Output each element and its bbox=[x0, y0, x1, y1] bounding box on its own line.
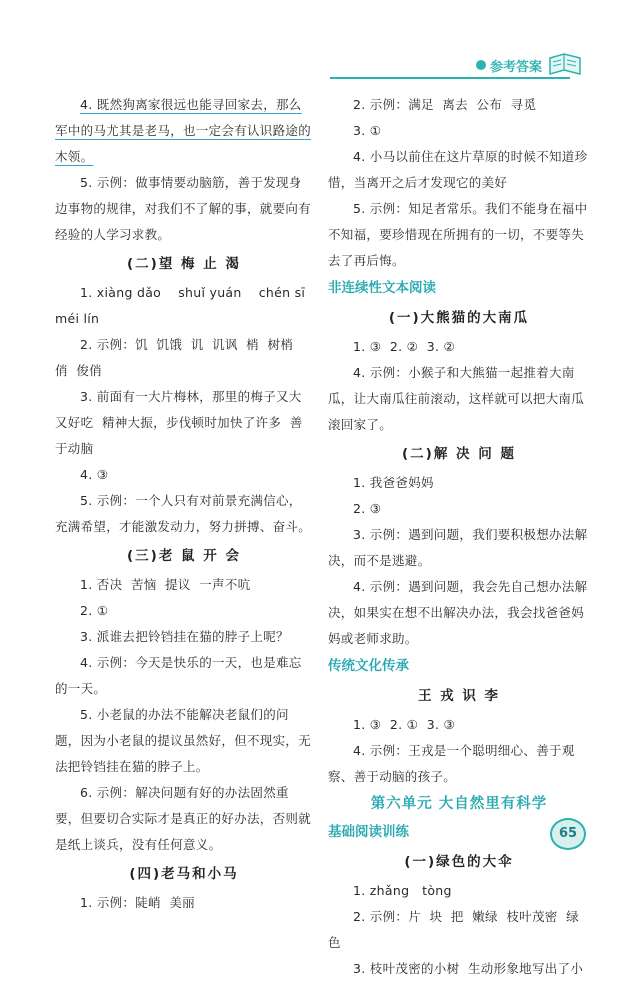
answer-item: 5. 示例：做事情要动脑筋，善于发现身边事物的规律，对我们不了解的事，就要向有经验的人学习求教。 bbox=[55, 175, 312, 242]
section-title: (一)大熊猫的大南瓜 bbox=[388, 310, 530, 326]
answer-item: 3. 示例：遇到问题，我们要积极想办法解决，而不是逃避。 bbox=[328, 527, 588, 568]
answer-item: 1. xiàng dǎo shuǐ yuán chén sī méi lín bbox=[55, 285, 323, 326]
answer-item: 5. 小老鼠的办法不能解决老鼠们的问题，因为小老鼠的提议虽然好，但不现实，无法把铃铛挂在猫的脖子上。 bbox=[55, 707, 312, 774]
section-title: (一)绿色的大伞 bbox=[404, 854, 514, 870]
header-title: 参考答案 bbox=[490, 60, 543, 75]
answer-item: 1. 示例：陡峭 美丽 bbox=[80, 895, 195, 910]
category-heading: 基础阅读训练 bbox=[328, 824, 409, 840]
answer-item: 1. zhǎng tòng bbox=[353, 883, 452, 898]
page-number: 65 bbox=[550, 818, 586, 850]
answer-item: 3. ① bbox=[353, 123, 382, 138]
header-bullet-icon bbox=[476, 60, 486, 70]
book-icon bbox=[548, 52, 582, 78]
answer-item: 4. 示例：遇到问题，我会先自己想办法解决，如果实在想不出解决办法，我会找爸爸妈妈或老师求助。 bbox=[328, 579, 588, 646]
right-column bbox=[328, 92, 590, 982]
section-title: (二)望 梅 止 渴 bbox=[127, 256, 241, 272]
section-title: 王 戎 识 李 bbox=[417, 688, 501, 704]
answer-item: 5. 示例：一个人只有对前景充满信心，充满希望，才能激发动力，努力拼搏、奋斗。 bbox=[55, 493, 312, 534]
answer-item: 1. ③ 2. ② 3. ② bbox=[353, 339, 456, 354]
answer-item: 6. 示例：解决问题有好的办法固然重要，但要切合实际才是真正的好办法，否则就是纸上谈兵，没有任何意义。 bbox=[55, 785, 312, 852]
answer-item: 4. ③ bbox=[80, 467, 109, 482]
answer-item: 2. ① bbox=[80, 603, 109, 618]
answer-item: 4. 示例：今天是快乐的一天，也是难忘的一天。 bbox=[55, 655, 302, 696]
answer-item: 3. 派谁去把铃铛挂在猫的脖子上呢？ bbox=[80, 629, 289, 644]
answer-item: 4. 示例：小猴子和大熊猫一起推着大南瓜，让大南瓜往前滚动，这样就可以把大南瓜滚回家了。 bbox=[328, 365, 585, 432]
answer-item: 2. 示例：片 块 把 嫩绿 枝叶茂密 绿色 bbox=[328, 909, 579, 950]
unit-title: 第六单元 大自然里有科学 bbox=[370, 796, 548, 812]
answer-item: 1. 否决 苦恼 提议 一声不吭 bbox=[80, 577, 251, 592]
answer-item: 4. 既然狗离家很远也能寻回家去，那么军中的马尤其是老马，也一定会有认识路途的木领。 bbox=[55, 97, 312, 164]
answer-item: 3. 前面有一大片梅林，那里的梅子又大又好吃 精神大振，步伐顿时加快了许多 善于动脑 bbox=[55, 389, 303, 456]
answer-item: 4. 小马以前住在这片草原的时候不知道珍惜，当离开之后才发现它的美好 bbox=[328, 149, 588, 190]
answer-item: 5. 示例：知足者常乐。我们不能身在福中不知福，要珍惜现在所拥有的一切，不要等失去了再后悔。 bbox=[328, 201, 588, 268]
answer-item: 1. 我爸爸妈妈 bbox=[353, 475, 434, 490]
category-heading: 传统文化传承 bbox=[328, 658, 409, 674]
answer-item: 3. 枝叶茂密的小树 生动形象地写出了小 bbox=[353, 961, 584, 976]
answer-item: 4. 示例：王戎是一个聪明细心、善于观察、善于动脑的孩子。 bbox=[328, 743, 575, 784]
answer-item: 2. ③ bbox=[353, 501, 382, 516]
section-title: (三)老 鼠 开 会 bbox=[127, 548, 241, 564]
section-title: (四)老马和小马 bbox=[129, 866, 239, 882]
section-title: (二)解 决 问 题 bbox=[402, 446, 516, 462]
header-rule bbox=[330, 77, 570, 79]
answer-item: 2. 示例：满足 离去 公布 寻觅 bbox=[353, 97, 537, 112]
category-heading: 非连续性文本阅读 bbox=[328, 280, 436, 296]
answer-item: 2. 示例：饥 饥饿 讥 讥讽 梢 树梢 俏 俊俏 bbox=[55, 337, 302, 378]
left-column bbox=[55, 92, 323, 916]
answer-item: 1. ③ 2. ① 3. ③ bbox=[353, 717, 456, 732]
